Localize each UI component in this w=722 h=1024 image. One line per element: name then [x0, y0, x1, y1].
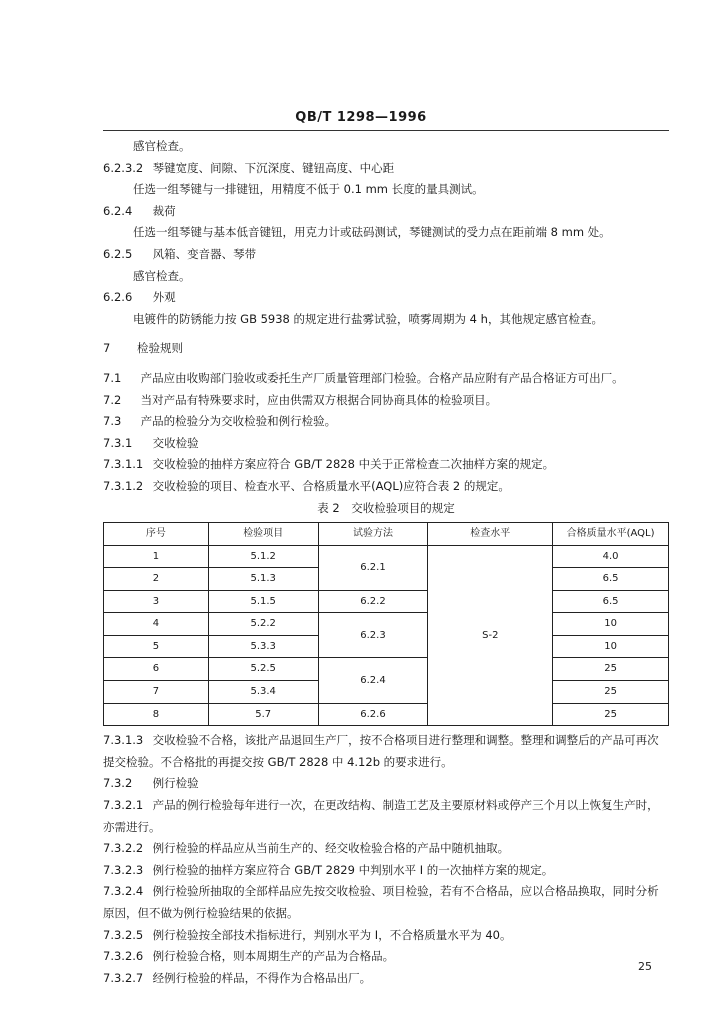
clause-heading: 6.2.6 外观 [103, 290, 176, 305]
clause: 7.3.2.1 产品的例行检验每年进行一次，在更改结构、制造工艺及主要原材料或停产三个月以上恢复生产时，亦需进行。 [103, 798, 659, 834]
clause: 7.3.2.7 经例行检验的样品，不得作为合格品出厂。 [103, 970, 372, 985]
cell-aql: 10 [553, 635, 669, 658]
clause-heading: 6.2.4 裁荷 [103, 203, 176, 218]
paragraph: 感官检查。 [133, 139, 191, 153]
clause: 7.2 当对产品有特殊要求时，应由供需双方根据合同协商具体的检验项目。 [103, 392, 498, 407]
cell-item: 5.2.5 [208, 658, 318, 681]
cell-aql: 25 [553, 703, 669, 726]
paragraph: 电镀件的防锈能力按 GB 5938 的规定进行盐雾试验，喷雾周期为 4 h，其他规定感官检查。 [133, 311, 603, 326]
cell-seq: 3 [104, 590, 209, 613]
clause: 7.3.1.1 交收检验的抽样方案应符合 GB/T 2828 中关于正常检查二次抽样方案的规定。 [103, 457, 555, 472]
table-caption: 表 2 交收检验项目的规定 [317, 500, 455, 515]
cell-method: 6.2.6 [318, 703, 428, 726]
paragraph: 感官检查。 [133, 268, 191, 283]
cell-seq: 8 [104, 703, 209, 726]
cell-item: 5.3.4 [208, 681, 318, 704]
header-rule [103, 130, 669, 131]
clause-heading: 7.3.2 例行检验 [103, 776, 199, 791]
cell-item: 5.7 [208, 703, 318, 726]
cell-item: 5.3.3 [208, 635, 318, 658]
cell-method: 6.2.4 [318, 658, 428, 703]
cell-method: 6.2.1 [318, 545, 428, 590]
clause: 7.1 产品应由收购部门验收或委托生产厂质量管理部门检验。合格产品应附有产品合格证方可出厂。 [103, 370, 624, 385]
cell-item: 5.1.5 [208, 590, 318, 613]
cell-item: 5.1.2 [208, 545, 318, 568]
clause: 7.3 产品的检验分为交收检验和例行检验。 [103, 414, 337, 429]
cell-seq: 5 [104, 635, 209, 658]
cell-seq: 4 [104, 613, 209, 636]
column-header: 检验项目 [208, 522, 318, 545]
document-body [103, 136, 669, 989]
paragraph: 任选一组琴键与基本低音键钮，用克力计或砝码测试，琴键测试的受力点在距前端 8 mm 处。 [133, 225, 611, 240]
cell-level: S-2 [428, 545, 553, 726]
cell-seq: 6 [104, 658, 209, 681]
table-row [104, 613, 669, 636]
table-row [104, 658, 669, 681]
page-header-code: QB/T 1298—1996 [295, 110, 427, 125]
clause: 7.3.1.3 交收检验不合格，该批产品退回生产厂，按不合格项目进行整理和调整。整理和调整后的产品可再次提交检验。不合格批的再提交按 GB/T 2828 中 4.12b 的要求进行。 [103, 733, 659, 769]
cell-aql: 4.0 [553, 545, 669, 568]
cell-aql: 25 [553, 658, 669, 681]
cell-aql: 25 [553, 681, 669, 704]
cell-aql: 6.5 [553, 590, 669, 613]
clause-heading: 6.2.5 风箱、变音器、琴带 [103, 246, 257, 261]
clause: 7.3.2.6 例行检验合格，则本周期生产的产品为合格品。 [103, 949, 395, 964]
column-header: 合格质量水平(AQL) [553, 522, 669, 545]
cell-aql: 10 [553, 613, 669, 636]
clause-heading: 6.2.3.2 琴键宽度、间隙、下沉深度、键钮高度、中心距 [103, 160, 395, 175]
clause: 7.3.2.5 例行检验按全部技术指标进行，判别水平为 I，不合格质量水平为 40。 [103, 927, 512, 942]
column-header: 试验方法 [318, 522, 428, 545]
clause: 7.3.1.2 交收检验的项目、检查水平、合格质量水平(AQL)应符合表 2 的规定。 [103, 478, 510, 493]
clause: 7.3.2.4 例行检验所抽取的全部样品应先按交收检验、项目检验，若有不合格品，应以合格品换取，同时分析原因，但不做为例行检验结果的依据。 [103, 884, 659, 920]
column-header: 检查水平 [428, 522, 553, 545]
table-header-row [104, 522, 669, 545]
inspection-table [103, 522, 669, 727]
cell-method: 6.2.3 [318, 613, 428, 658]
cell-method: 6.2.2 [318, 590, 428, 613]
column-header: 序号 [104, 522, 209, 545]
table-row [104, 703, 669, 726]
clause: 7.3.2.2 例行检验的样品应从当前生产的、经交收检验合格的产品中随机抽取。 [103, 841, 510, 856]
clause-heading: 7.3.1 交收检验 [103, 435, 199, 450]
cell-seq: 2 [104, 568, 209, 591]
section-heading: 7 检验规则 [103, 341, 183, 356]
cell-seq: 1 [104, 545, 209, 568]
paragraph: 任选一组琴键与一排键钮，用精度不低于 0.1 mm 长度的量具测试。 [133, 182, 484, 197]
cell-item: 5.1.3 [208, 568, 318, 591]
cell-seq: 7 [104, 681, 209, 704]
cell-item: 5.2.2 [208, 613, 318, 636]
table-row [104, 545, 669, 568]
table-row [104, 590, 669, 613]
clause: 7.3.2.3 例行检验的抽样方案应符合 GB/T 2829 中判别水平 I 的一次抽样方案的规定。 [103, 862, 554, 877]
cell-aql: 6.5 [553, 568, 669, 591]
page-number: 25 [638, 960, 652, 973]
